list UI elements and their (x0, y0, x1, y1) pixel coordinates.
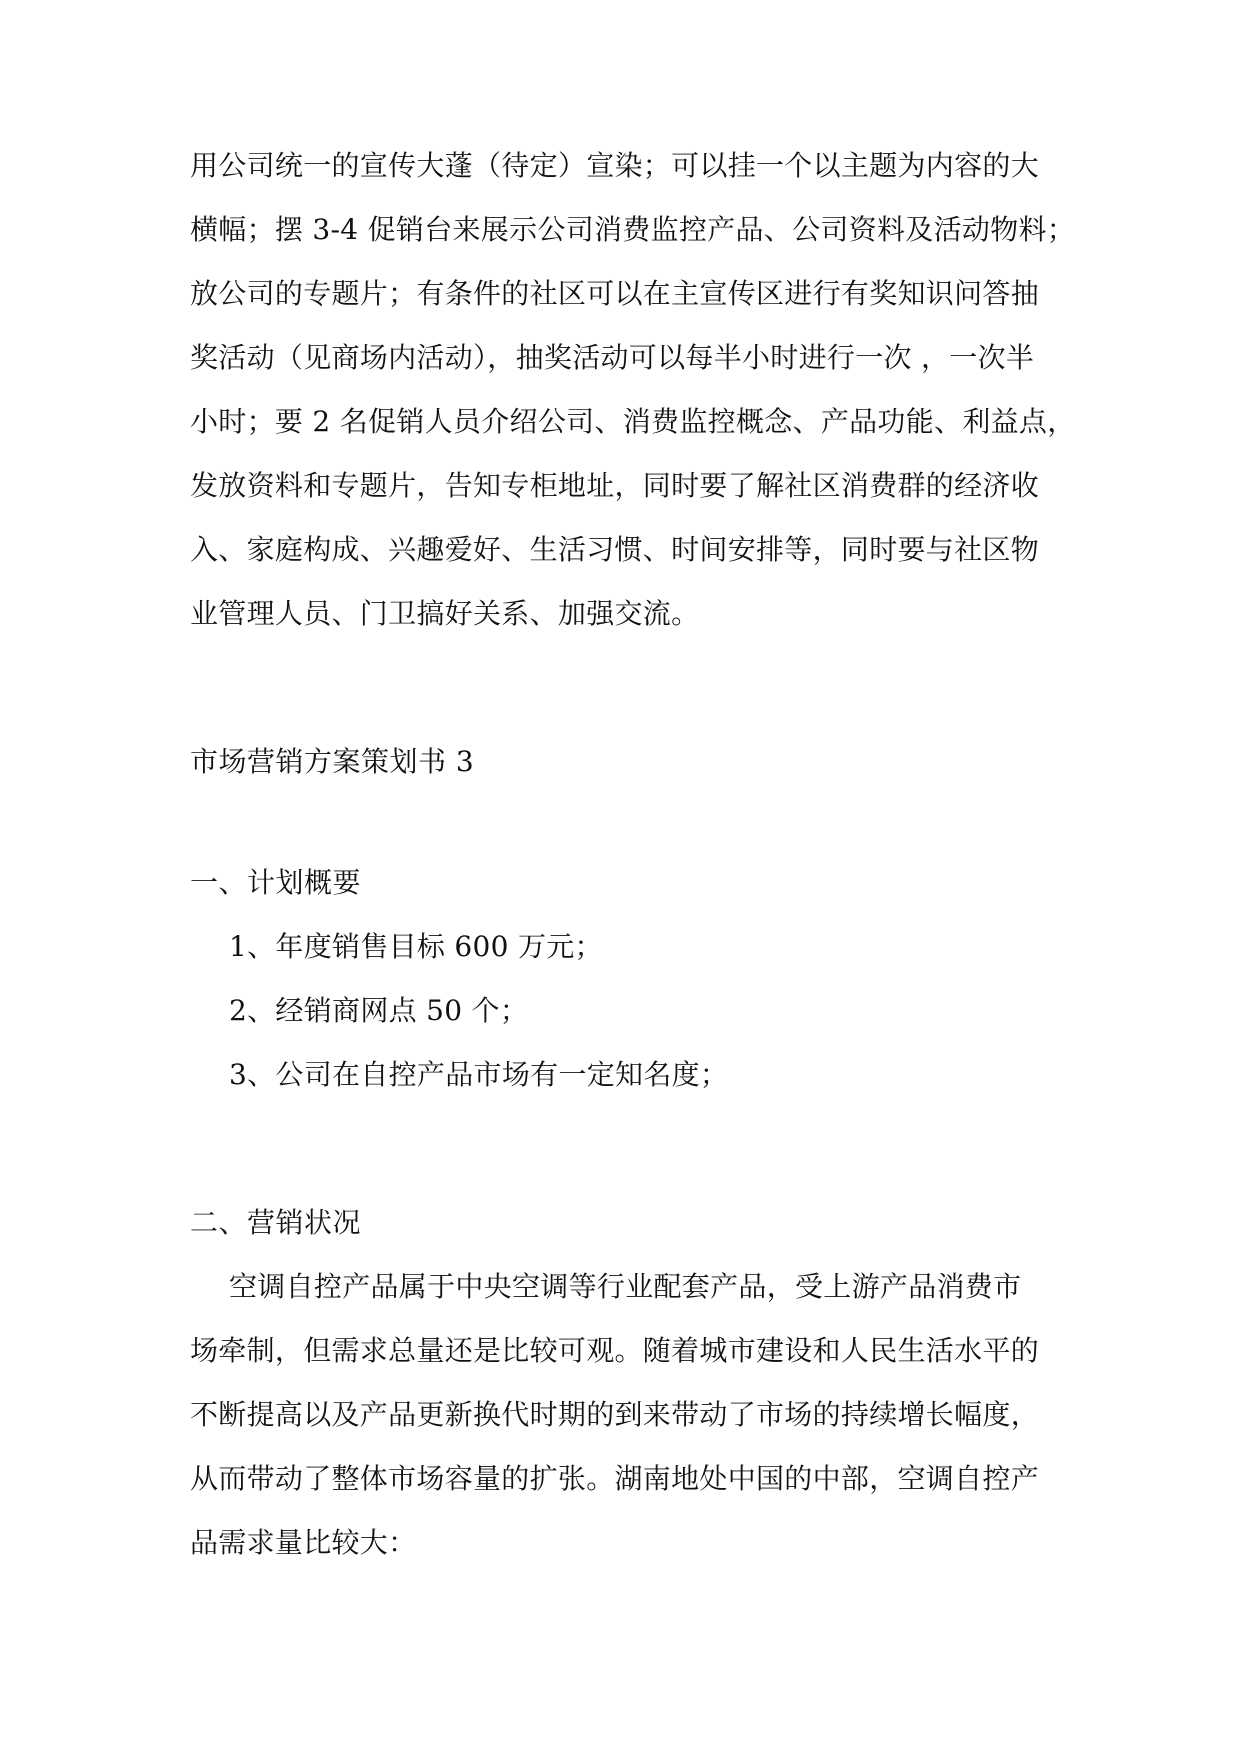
document-title: 市场营销方案策划书 3 (190, 745, 475, 778)
body-text-line: 放公司的专题片；有条件的社区可以在主宣传区进行有奖知识问答抽 (190, 277, 1040, 310)
body-text-line: 横幅；摆 3-4 促销台来展示公司消费监控产品、公司资料及活动物料； (190, 213, 1076, 246)
body-text-line: 品需求量比较大： (190, 1526, 417, 1559)
body-text-line: 入、家庭构成、兴趣爱好、生活习惯、时间安排等，同时要与社区物 (190, 533, 1040, 566)
list-item: 2、经销商网点 50 个； (229, 994, 529, 1027)
body-text-line: 奖活动（见商场内活动），抽奖活动可以每半小时进行一次 ，一次半 (190, 341, 1035, 374)
list-item: 3、公司在自控产品市场有一定知名度； (229, 1058, 729, 1091)
body-text-line: 用公司统一的宣传大蓬（待定）宣染；可以挂一个以主题为内容的大 (190, 149, 1040, 182)
section-heading: 二、营销状况 (190, 1206, 362, 1239)
body-text-line: 小时；要 2 名促销人员介绍公司、消费监控概念、产品功能、利益点， (190, 405, 1076, 438)
body-text-line: 业管理人员、门卫搞好关系、加强交流。 (190, 597, 700, 630)
list-item: 1、年度销售目标 600 万元； (229, 930, 603, 963)
body-text-line: 从而带动了整体市场容量的扩张。湖南地处中国的中部，空调自控产 (190, 1462, 1040, 1495)
body-text-line: 场牵制，但需求总量还是比较可观。随着城市建设和人民生活水平的 (190, 1334, 1040, 1367)
body-text-line: 不断提高以及产品更新换代时期的到来带动了市场的持续增长幅度， (190, 1398, 1040, 1431)
body-text-line: 空调自控产品属于中央空调等行业配套产品，受上游产品消费市 (229, 1270, 1022, 1303)
section-heading: 一、计划概要 (190, 866, 362, 899)
body-text-line: 发放资料和专题片，告知专柜地址，同时要了解社区消费群的经济收 (190, 469, 1040, 502)
